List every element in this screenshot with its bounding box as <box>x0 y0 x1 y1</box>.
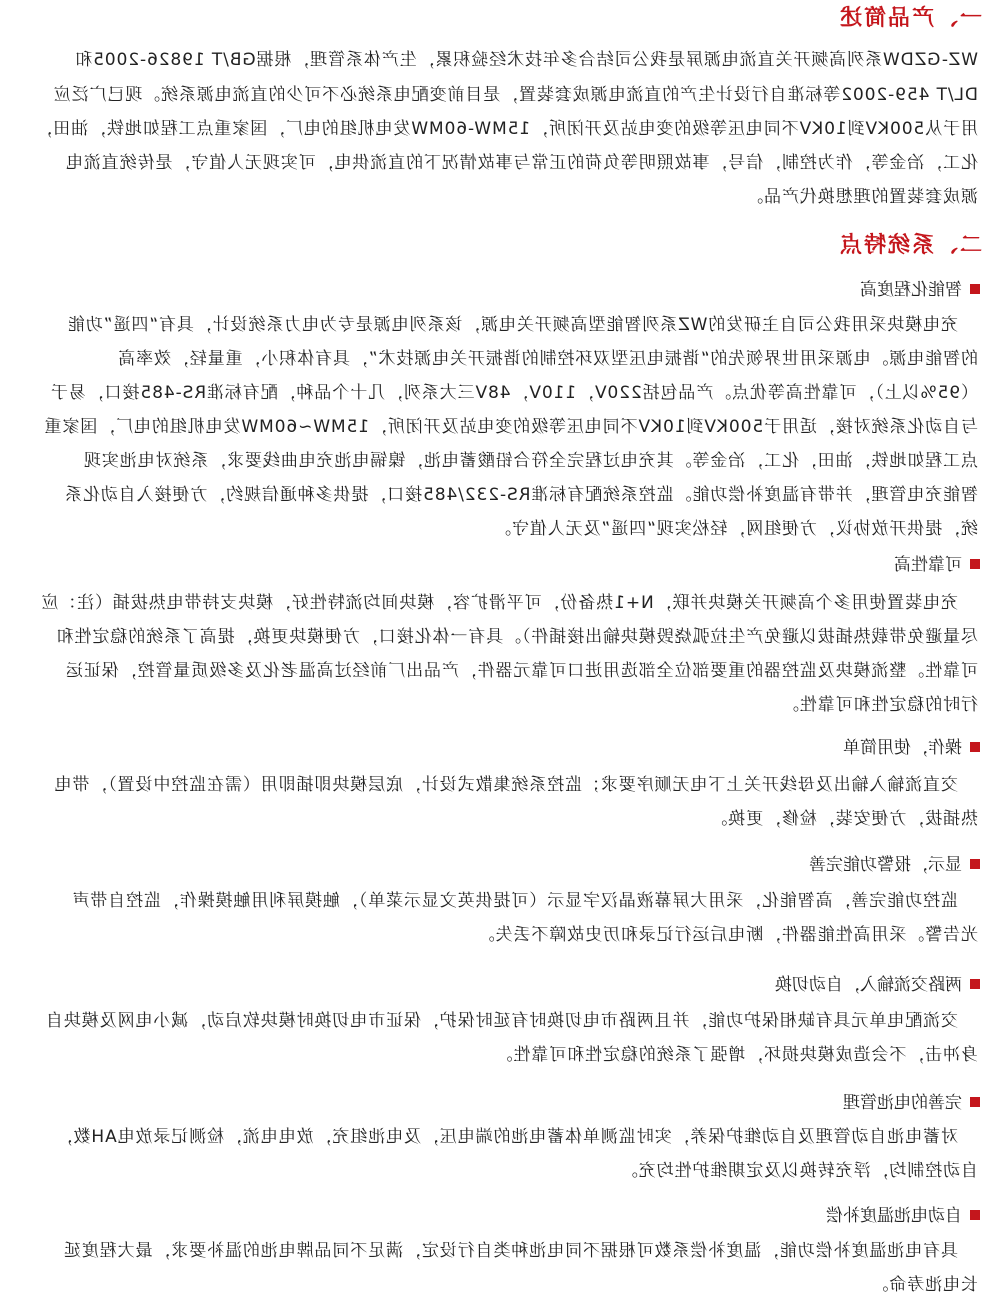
feature-heading-dual-ac-input: 两路交流输入，自动切换 <box>775 977 980 994</box>
feature6-line-2: 自动控制均，浮充转换以及定期维护性均充。 <box>620 1161 978 1181</box>
feature4-line-2: 光告警。采用高性能器件，断电后运行记录和历史故障不丢失。 <box>476 925 978 945</box>
feature1-line-6: 智能充电管理，并带有温度补偿功能。监控系统配有标准RS-232/485接口，提供多种通信规约，方便接入自动化系 <box>64 485 978 505</box>
feature2-line-4: 行时的稳定性和可靠性。 <box>781 695 978 715</box>
feature7-line-1: 具有电池温度补偿功能，温度补偿系数可根据不同电池种类自行设定，满足不同品牌电池的温补要求，最大程度延 <box>63 1241 958 1261</box>
feature1-line-2: 的智能电源。电源采用世界领先的“谐振电压型双环控制的谐振开关电源技术”，具有体积小，重量轻，效率高 <box>117 349 978 369</box>
feature-heading-reliability: 可靠性高 <box>894 557 980 574</box>
bullet-square-icon <box>970 559 980 569</box>
bullet-square-icon <box>970 859 980 869</box>
overview-line-4: 化工，冶金等，作为控制，信号，事故照明等负荷的正常与事故情况下的直流供电，可实现无人值守，是传统直流电 <box>65 153 978 173</box>
feature4-line-1: 监控功能完善，高智能化，采用大屏幕液晶汉字显示（可提供英文显示菜单），触摸屏利用触摸操作，监控自带声 <box>71 891 958 911</box>
feature2-line-3: 可靠性。整流模块及监控器的重要部位全部选用进口可靠元器件，产品出厂前经过高温老化及多级质量管控，保证运 <box>65 661 978 681</box>
feature1-line-4: 与自动化系统对接，适用于500KV到10KV不同电压等级的变电站及开闭所，15MW~60MW发电机组的电厂，国家重 <box>43 417 978 437</box>
feature-heading-display-alarm: 显示，报警功能完善 <box>809 857 980 874</box>
feature-heading-temperature-compensation: 自动电池温度补偿 <box>826 1208 980 1225</box>
overview-line-1: WZ-GZDW系列高频开关直流电源屏是我公司结合多年技术经验积累，生产体系管理，根据GB/T 19826-2005和 <box>74 50 978 70</box>
bullet-square-icon <box>970 1210 980 1220</box>
feature-heading-easy-operation: 操作，使用简单 <box>843 740 980 757</box>
feature-heading-intelligent: 智能化程度高 <box>860 282 980 299</box>
feature1-line-7: 统，提供开放协议，方便组网，轻松实现“四遥”及无人值守。 <box>493 519 978 539</box>
overview-line-2: DL/T 459-2002等标准自行设计生产的直流电源成套装置，是目前变配电系统必不可少的直流电源系统。现已广泛应 <box>52 85 978 105</box>
feature2-line-2: 尽量避免带载热插拔以避免产生拉弧烧毁模块输出接插件）。具有一体化接口，方便模块更换，提高了系统的稳定性和 <box>55 627 978 647</box>
feature7-line-2: 长电池寿命。 <box>870 1275 978 1295</box>
feature2-line-1: 充电装置使用多个高频开关模块并联，N+1热备份，可平滑扩容，模块间均流特性好，模块支持带电热拔插（注：应 <box>40 593 958 613</box>
feature1-line-3: （95%以上），可靠性高等优点。产品包括220V，110V，48V三大系列，几十个品种，配有标准RS-485接口，易于 <box>50 383 978 403</box>
section-title-system-features: 二、系统特点 <box>837 233 982 258</box>
feature1-line-5: 点工程如地铁，油田，化工，冶金等。其充电过程完全符合铅酸蓄电池，镍镉电池充电曲线要求，系统对电池实现 <box>83 451 978 471</box>
feature3-line-1: 交直流输入输出及母线开关上下电无顺序要求；监控系统集散式设计，底层模块即插即用（需在监控中设置），带电 <box>53 775 958 795</box>
bullet-square-icon <box>970 284 980 294</box>
feature5-line-1: 交流配电单元具有缺相保护功能，并且两路市电切换时有延时保护，保证市电切换时模块软启动，减小电网及模块自 <box>45 1011 958 1031</box>
bullet-square-icon <box>970 742 980 752</box>
feature6-line-1: 对蓄电池自动管理及自动维护保养，实时监测单体蓄电池的端电压，及电池组充，放电电流，检测记录放电AH数， <box>54 1127 958 1147</box>
bullet-square-icon <box>970 1097 980 1107</box>
overview-line-3: 用于从500KV到10KV不同电压等级的变电站及开闭所，15MW-60MW发电机组的电厂，国家重点工程如地铁，油田， <box>34 119 978 139</box>
feature5-line-2: 身冲击，不会造成模块损坏，增强了系统的稳定性和可靠性。 <box>494 1045 978 1065</box>
section-title-product-overview: 一、产品简述 <box>837 6 982 31</box>
feature1-line-1: 充电模块采用我公司自主研发的WZ系列智能型高频开关电源，该系列电源是专为电力系统设计，具有“四遥”功能 <box>67 315 958 335</box>
feature-heading-battery-management: 完善的电池管理 <box>843 1095 980 1112</box>
bullet-square-icon <box>970 979 980 989</box>
feature3-line-2: 热插拔，方便安装，检修，更换。 <box>709 809 978 829</box>
overview-line-5: 源成套装置的理想换代产品。 <box>745 187 978 207</box>
